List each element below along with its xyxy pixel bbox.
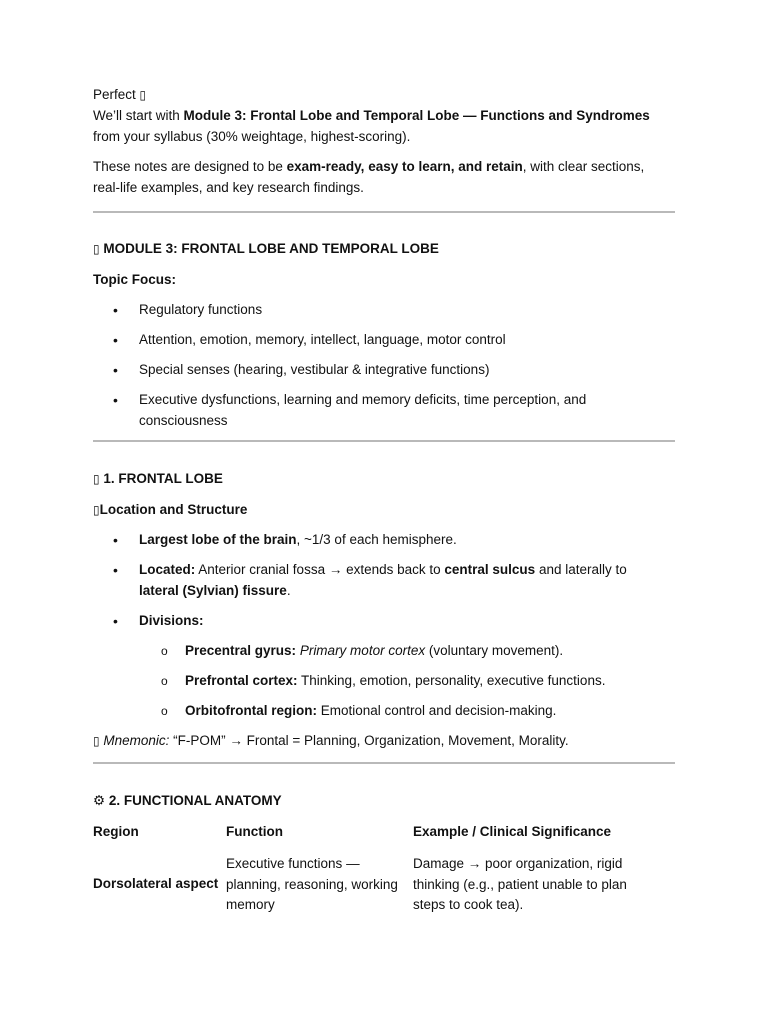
list-item-text: Regulatory functions xyxy=(139,302,263,317)
gear-icon: ⚙ xyxy=(93,793,106,808)
table-cell-example xyxy=(413,854,627,916)
bullet: • xyxy=(113,362,118,378)
section-icon: ▯ xyxy=(93,472,100,486)
intro-line-3-text: These notes are designed to be xyxy=(93,159,287,174)
largest-lobe-text: Largest lobe of the brain xyxy=(139,532,297,547)
functional-anatomy-heading-text: 2. FUNCTIONAL ANATOMY xyxy=(108,793,282,808)
located-text: Anterior cranial fossa → extends back to xyxy=(195,562,445,577)
bullet: • xyxy=(113,332,118,348)
example-line: steps to cook tea). xyxy=(413,897,524,912)
mnemonic xyxy=(93,731,675,752)
precentral-gyrus-label: Precentral gyrus: xyxy=(185,642,297,658)
missing-emoji-icon: ▯ xyxy=(139,88,147,102)
sub-list-item xyxy=(93,671,675,692)
functional-anatomy-heading xyxy=(93,791,675,811)
topic-focus-label: Topic Focus: xyxy=(93,272,176,287)
brain-icon: ▯ xyxy=(93,242,100,256)
location-structure-heading xyxy=(93,500,675,520)
list-item xyxy=(93,360,675,381)
list-item xyxy=(93,611,675,632)
intro-line-1-text: We’ll start with xyxy=(93,108,184,123)
sub-list-item xyxy=(93,641,675,662)
function-line: planning, reasoning, working xyxy=(226,876,398,892)
pin-icon: ▯ xyxy=(93,503,100,517)
precentral-rest: (voluntary movement). xyxy=(425,642,564,658)
sylvian-fissure-text: lateral (Sylvian) fissure xyxy=(139,582,287,598)
column-header-example: Example / Clinical Significance xyxy=(413,824,612,839)
located-tail: and laterally to xyxy=(535,562,627,577)
example-line: thinking (e.g., patient unable to plan xyxy=(413,876,627,892)
bullet: • xyxy=(113,392,118,408)
structure-list xyxy=(93,530,675,721)
intro-perfect xyxy=(93,85,675,106)
list-item-text: Executive dysfunctions, learning and memory deficits, time perception, and xyxy=(139,392,587,407)
table-cell-region: Dorsolateral aspect xyxy=(93,876,219,891)
mnemonic-text: “F-POM” → Frontal = Planning, Organization, Movement, Morality. xyxy=(169,732,569,748)
intro-line-1 xyxy=(93,106,675,127)
table-cell-function xyxy=(226,854,398,916)
prefrontal-cortex-label: Prefrontal cortex: xyxy=(185,672,298,688)
column-header-region: Region xyxy=(93,824,139,839)
column-header-function: Function xyxy=(226,824,283,839)
frontal-lobe-heading xyxy=(93,469,675,489)
intro-module-title: Module 3: Frontal Lobe and Temporal Lobe — Functions and Syndromes xyxy=(183,108,650,123)
sub-bullet: o xyxy=(161,673,168,688)
function-line: memory xyxy=(226,897,275,912)
module-heading-text: MODULE 3: FRONTAL LOBE AND TEMPORAL LOBE xyxy=(103,241,439,256)
located-period: . xyxy=(286,582,291,598)
frontal-lobe-heading-text: 1. FRONTAL LOBE xyxy=(103,471,223,486)
bullet: • xyxy=(113,612,118,629)
list-item xyxy=(93,330,675,351)
intro-line-4: real-life examples, and key research findings. xyxy=(93,179,364,195)
list-item-text: Special senses (hearing, vestibular & integrative functions) xyxy=(139,362,490,377)
orbitofrontal-label: Orbitofrontal region: xyxy=(185,702,317,718)
intro-perfect-text: Perfect xyxy=(93,87,136,102)
sub-bullet: o xyxy=(161,703,168,718)
example-line: Damage → poor organization, rigid xyxy=(413,856,623,871)
largest-lobe-rest: , ~1/3 of each hemisphere. xyxy=(296,532,457,547)
list-item-text: Attention, emotion, memory, intellect, language, motor control xyxy=(139,332,506,347)
bullet: • xyxy=(113,302,118,318)
list-item xyxy=(93,530,675,551)
intro-emphasis: exam-ready, easy to learn, and retain xyxy=(286,159,523,174)
document-page xyxy=(93,85,675,932)
intro-line-3-tail: , with clear sections, xyxy=(522,159,645,174)
intro-line-2: from your syllabus (30% weightage, highest-scoring). xyxy=(93,128,411,144)
lightbulb-icon: ▯ xyxy=(93,733,100,748)
sub-bullet: o xyxy=(161,643,168,658)
topic-list xyxy=(93,300,675,431)
list-item-text-cont: consciousness xyxy=(139,412,228,428)
divisions-label: Divisions: xyxy=(139,612,204,628)
list-item xyxy=(93,300,675,321)
list-item xyxy=(93,560,675,601)
bullet: • xyxy=(113,562,118,578)
intro-line-3 xyxy=(93,157,675,178)
functional-anatomy-table xyxy=(93,822,675,932)
orbitofrontal-rest: Emotional control and decision-making. xyxy=(317,702,557,718)
module-heading xyxy=(93,239,675,259)
function-line: Executive functions — xyxy=(226,856,360,871)
prefrontal-rest: Thinking, emotion, personality, executive functions. xyxy=(297,672,606,688)
bullet: • xyxy=(113,532,118,548)
located-label: Located: xyxy=(139,562,196,577)
primary-motor-cortex-text: Primary motor cortex xyxy=(299,642,426,658)
location-structure-text: Location and Structure xyxy=(99,502,248,517)
mnemonic-label: Mnemonic: xyxy=(103,732,170,748)
sub-list-item xyxy=(93,701,675,722)
central-sulcus-text: central sulcus xyxy=(444,562,536,577)
list-item xyxy=(93,390,675,431)
